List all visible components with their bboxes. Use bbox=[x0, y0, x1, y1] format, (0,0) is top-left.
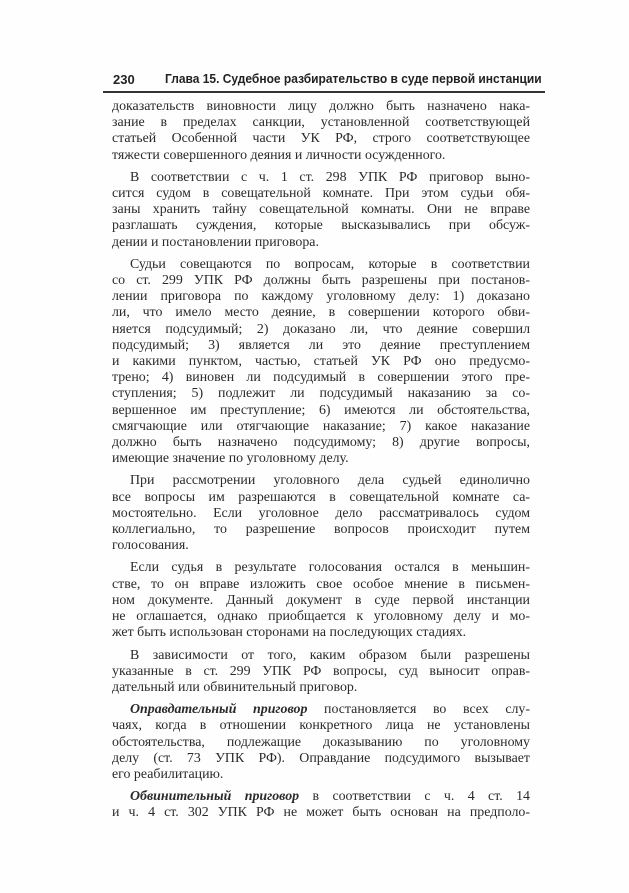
paragraph-conviction bbox=[112, 789, 530, 821]
text-line: чаях, когда в отношении конкретного лица не установлены bbox=[112, 718, 530, 734]
text-line: смягчающие или отягчающие наказание; 7) какое наказание bbox=[112, 418, 530, 434]
text-line: Судьи совещаются по вопросам, которые в соответствии bbox=[130, 256, 530, 272]
text-line bbox=[112, 789, 530, 805]
text-line: В зависимости от того, каким образом были разрешены bbox=[130, 647, 530, 663]
text-line: доказательств виновности лицу должно быть назначено нака- bbox=[112, 99, 530, 114]
text-line: статьей Особенной части УК РФ, строго соответствующее bbox=[112, 131, 530, 147]
text-line: дении и постановлении приговора. bbox=[112, 234, 319, 250]
text-line: все вопросы им разрешаются в совещательной комнате са- bbox=[112, 489, 530, 505]
page-number: 230 bbox=[113, 72, 135, 87]
text-line: сится судом в совещательной комнате. При этом судьи обя- bbox=[112, 186, 530, 202]
text-line: трено; 4) виновен ли подсудимый в совершении этого пре- bbox=[112, 370, 530, 386]
text-line: разглашать суждения, которые высказывались при обсуж- bbox=[112, 218, 530, 234]
text-line bbox=[112, 702, 530, 718]
text-line: должно быть назначено подсудимому; 8) другие вопросы, bbox=[112, 435, 530, 451]
text-line: Если судья в результате голосования остался в меньшин- bbox=[130, 560, 530, 576]
text-line: имеющие значение по уголовному делу. bbox=[112, 451, 349, 467]
text-line: заны хранить тайну совещательной комнаты. Они не вправе bbox=[112, 202, 530, 218]
text-line: вершенное им преступление; 6) имеются ли обстоятельства, bbox=[112, 402, 530, 418]
text-line: ли, что имело место деяние, в совершении которого обви- bbox=[112, 305, 530, 321]
text-line: коллегиально, то разрешение вопросов происходит путем bbox=[112, 522, 530, 538]
text-line: голосования. bbox=[112, 538, 189, 554]
text-line: и какими пунктом, частью, статьей УК РФ оно предусмо- bbox=[112, 354, 530, 370]
paragraph-2 bbox=[112, 170, 530, 251]
text-line: и ч. 4 ст. 302 УПК РФ не может быть основан на предполо- bbox=[112, 805, 530, 821]
text-line: делу (ст. 73 УПК РФ). Оправдание подсудимого вызывает bbox=[112, 750, 530, 766]
paragraph-3 bbox=[112, 257, 530, 468]
running-title: Глава 15. Судебное разбирательство в суде первой инстанции bbox=[165, 72, 542, 86]
text-line: его реабилитацию. bbox=[112, 766, 224, 782]
text-line: тяжести совершенного деяния и личности осужденного. bbox=[112, 147, 446, 163]
term-acquittal: Оправдательный приговор bbox=[130, 702, 308, 718]
paragraph-acquittal bbox=[112, 702, 530, 783]
text-line: со ст. 299 УПК РФ должны быть разрешены при постанов- bbox=[112, 273, 530, 289]
text-line: дательный или обвинительный приговор. bbox=[112, 679, 358, 695]
text-line: подсудимый; 3) является ли это деяние преступлением bbox=[112, 337, 530, 353]
paragraph-5 bbox=[112, 560, 530, 641]
text-fragment: постановляется во всех слу- bbox=[307, 702, 530, 718]
text-line: лении приговора по каждому уголовному делу: 1) доказано bbox=[112, 289, 530, 305]
text-fragment: в соответствии с ч. 4 ст. 14 bbox=[299, 789, 530, 805]
body-text bbox=[112, 99, 530, 828]
paragraph-4 bbox=[112, 473, 530, 554]
text-line: не оглашается, однако приобщается к уголовному делу и мо- bbox=[112, 609, 530, 625]
header-rule bbox=[103, 91, 545, 93]
text-line: обстоятельства, подлежащие доказыванию по уголовному bbox=[112, 734, 530, 750]
text-line: При рассмотрении уголовного дела судьей единолично bbox=[130, 473, 530, 489]
text-line: ступления; 5) подлежит ли подсудимый наказанию за со- bbox=[112, 386, 530, 402]
text-line: зание в пределах санкции, установленной соответствующей bbox=[112, 115, 530, 131]
text-line: указанные в ст. 299 УПК РФ вопросы, суд выносит оправ- bbox=[112, 663, 530, 679]
text-line: няется подсудимый; 2) доказано ли, что деяние совершил bbox=[112, 321, 530, 337]
page-header bbox=[103, 70, 545, 92]
term-conviction: Обвинительный приговор bbox=[130, 789, 300, 805]
text-line: жет быть использован сторонами на последующих стадиях. bbox=[112, 625, 467, 641]
text-line: мостоятельно. Если уголовное дело рассматривалось судом bbox=[112, 505, 530, 521]
paragraph-6 bbox=[112, 648, 530, 697]
text-line: стве, то он вправе изложить свое особое мнение в письмен- bbox=[112, 576, 530, 592]
paragraph-1 bbox=[112, 99, 530, 164]
text-line: ном документе. Данный документ в суде первой инстанции bbox=[112, 592, 530, 608]
text-line: В соответствии с ч. 1 ст. 298 УПК РФ приговор выно- bbox=[130, 169, 530, 185]
